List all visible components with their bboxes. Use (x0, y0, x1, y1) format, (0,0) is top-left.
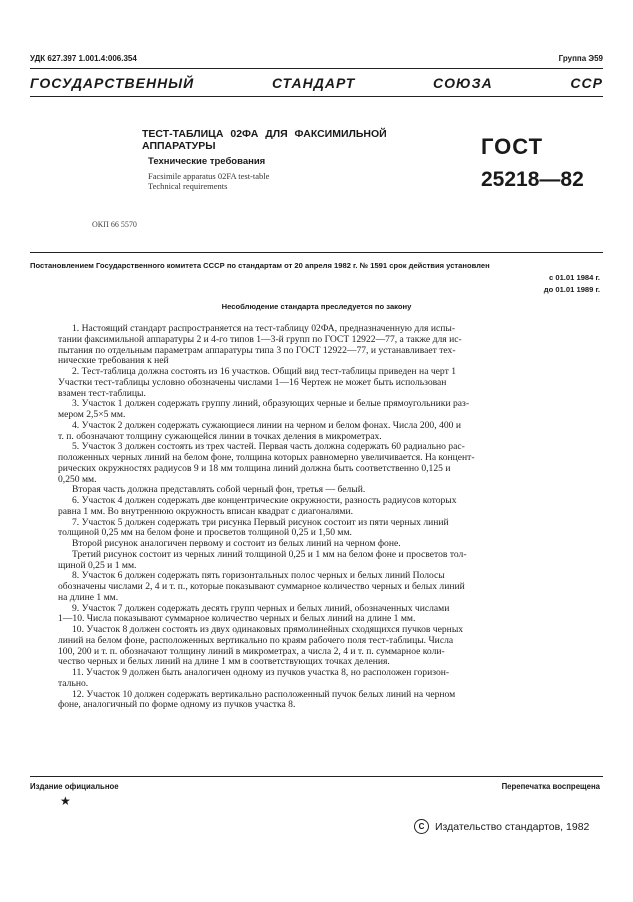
document-title (142, 128, 452, 191)
paragraph-2: 2. Тест-таблица должна состоять из 16 участков. Общий вид тест-таблицы приведен на черт 1 Участки тест-таблицы условно обозначены числами 1—16 Чертеж не может быть использован взамен тест-таблицы. (58, 366, 456, 399)
paragraph-5: 5. Участок 3 должен состоять из трех частей. Первая часть должна содержать 60 радиально рас- положенных черных линий на белом фоне, толщина которых равномерно увеличивается. На концент- рических окружностях радиусов 9 и 18 мм толщина линий должна быть соответственно 0,125 и 0,250 мм. (58, 441, 475, 485)
header-rule-top (30, 68, 603, 69)
paragraph-7: 7. Участок 5 должен содержать три рисунка Первый рисунок состоит из пяти черных линий толщиной 0,25 мм на белом фоне и просветов толщиной 0,25 и 1,50 мм. (58, 516, 449, 539)
document-body (58, 324, 599, 711)
paragraph-12: 12. Участок 10 должен содержать вертикально расположенный пучок белых линий на черном фоне, аналогичный по форме одному из пучков участка 8. (58, 688, 456, 711)
paragraph-3: 3. Участок 1 должен содержать группу линий, образующих черные и белые прямоугольники раз- мером 2,5×5 мм. (58, 398, 470, 420)
header-line (30, 54, 603, 63)
title-english-line1: Facsimile apparatus 02FA test-table (148, 171, 270, 181)
paragraph-7c: Третий рисунок состоит из черных линий толщиной 0,25 и 1 мм на белом фоне и просветов тол- щиной 0,25 и 1 мм. (58, 548, 467, 571)
paragraph-1: 1. Настоящий стандарт распространяется на тест-таблицу 02ФА, предназначенную для испы- тании факсимильной аппаратуры 2 и 4-го типов 1—3-й групп по ГОСТ 12922—77, а также для ис- пытания по отдельным параметрам аппаратуры типа 3 по ГОСТ 12922—77, и устанавливает тех- нические требования к ней (58, 323, 462, 367)
gost-label: ГОСТ (481, 134, 544, 159)
paragraph-7b: Второй рисунок аналогичен первому и состоит из белых линий на черном фоне. (72, 538, 401, 549)
banner-word-3: СОЮЗА (433, 75, 493, 91)
paragraph-5b: Вторая часть должна представлять собой черный фон, третья — белый. (72, 484, 366, 496)
header-rule-bottom (30, 96, 603, 97)
star-icon: ★ (60, 794, 71, 808)
paragraph-8: 8. Участок 6 должен содержать пять горизонтальных полос черных и белых линий Полосы обозначены числами 2, 4 и т. п., которые показывают суммарное количество черных и белых линий на длине 1 мм. (58, 570, 465, 603)
title-main: ТЕСТ-ТАБЛИЦА 02ФА ДЛЯ ФАКСИМИЛЬНОЙ АППАРАТУРЫ (142, 128, 387, 152)
decree-end-date: до 01.01 1989 г. (543, 285, 600, 294)
okp-code: ОКП 66 5570 (92, 220, 137, 229)
paragraph-6: 6. Участок 4 должен содержать две концентрические окружности, разность радиусов которых равна 1 мм. Во внутреннюю окружность вписан квадрат с диагоналями. (58, 495, 457, 517)
publisher-name: Издательство стандартов, 1982 (435, 820, 590, 833)
title-english (142, 171, 452, 191)
title-subtitle: Технические требования (148, 156, 266, 167)
decree-block (30, 260, 600, 296)
paragraph-4: 4. Участок 2 должен содержать сужающиеся линии на черном и белом фонах. Числа 200, 400 и т. п. обозначают толщину сужающейся линии в точках деления в микрометрах. (58, 419, 461, 442)
reprint-notice: Перепечатка воспрещена (501, 782, 600, 791)
legal-notice: Несоблюдение стандарта преследуется по закону (221, 302, 412, 311)
decree-start-date: с 01.01 1984 г. (549, 273, 600, 282)
paragraph-11: 11. Участок 9 должен быть аналогичен одному из пучков участка 8, но расположен горизон- тально. (58, 667, 450, 689)
udk-code: УДК 627.397 1.001.4:006.354 (30, 54, 137, 63)
publisher-line (414, 819, 589, 834)
decree-text: Постановлением Государственного комитета СССР по стандартам от 20 апреля 1982 г. № 1591 срок действия установлен (30, 261, 490, 270)
paragraph-9: 9. Участок 7 должен содержать десять групп черных и белых линий, обозначенных числами 1—10. Числа показывают суммарное количество черных и белых линий на длине 1 мм. (58, 602, 450, 625)
banner-word-2: СТАНДАРТ (271, 75, 356, 91)
official-edition: Издание официальное (30, 782, 119, 791)
title-english-line2: Technical requirements (148, 181, 228, 191)
decree-rule (30, 252, 603, 253)
state-standard-banner (30, 75, 603, 91)
banner-word-4: ССР (570, 75, 603, 91)
gost-designation (481, 134, 584, 192)
paragraph-10: 10. Участок 8 должен состоять из двух одинаковых прямолинейных сходящихся пучков черных линий на белом фоне, расположенных вертикально по краям рабочего поля тест-таблицы. Числа 100, 200 и т. п. обозначают толщину линий в микрометрах, а числа 2, 4 и т. п. суммарное коли- чество черных и белых линий на длине 1 мм в соответствующих точках деления. (58, 624, 464, 668)
footer-rule (30, 776, 603, 777)
gost-number: 25218—82 (481, 168, 584, 191)
copyright-icon: C (414, 819, 429, 834)
group-code: Группа Э59 (558, 54, 603, 63)
banner-word-1: ГОСУДАРСТВЕННЫЙ (30, 75, 195, 91)
